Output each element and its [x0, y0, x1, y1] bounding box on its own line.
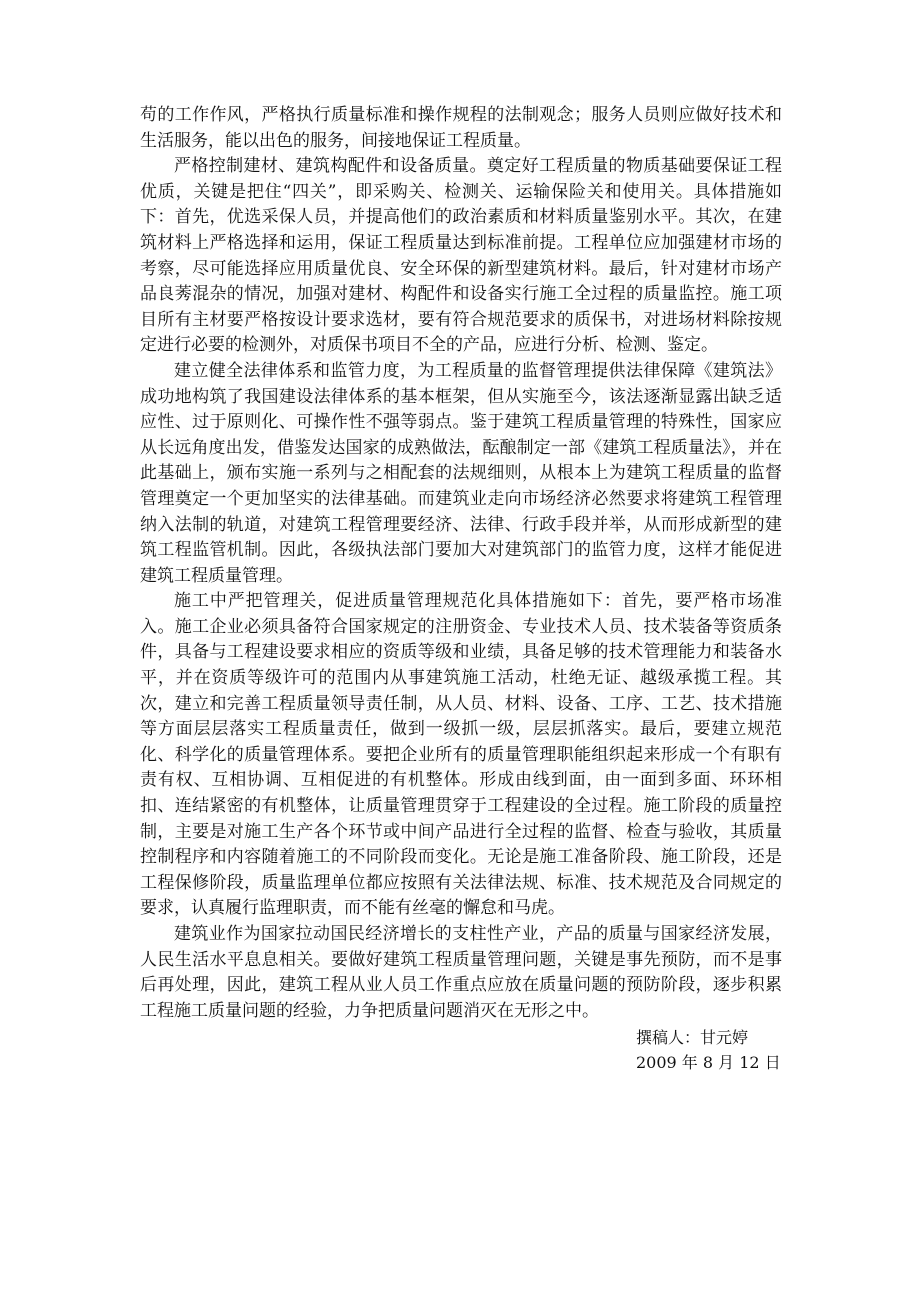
paragraph-material-control: 严格控制建材、建筑构配件和设备质量。奠定好工程质量的物质基础要保证工程优质，关键是把住“四关”，即采购关、检测关、运输保险关和使用关。具体措施如下：首先，优选采保人员，并提高他们的政治素质和材料质量鉴别水平。其次，在建筑材料上严格选择和运用，保证工程质量达到标准前提。工程单位应加强建材市场的考察，尽可能选择应用质量优良、安全环保的新型建筑材料。最后，针对建材市场产品良莠混杂的情况，加强对建材、构配件和设备实行施工全过程的质量监控。施工项目所有主材要严格按设计要求选材，要有符合规范要求的质保书，对进场材料除按规定进行必要的检测外，对质保书项目不全的产品，应进行分析、检测、鉴定。 [140, 156, 782, 356]
signature-block [636, 1025, 781, 1075]
document-body [140, 103, 782, 1024]
date-line: 2009 年 8 月 12 日 [636, 1053, 781, 1072]
paragraph-continuation: 苟的工作作风，严格执行质量标准和操作规程的法制观念；服务人员则应做好技术和生活服务，能以出色的服务，间接地保证工程质量。 [140, 105, 782, 151]
paragraph-conclusion: 建筑业作为国家拉动国民经济增长的支柱性产业，产品的质量与国家经济发展，人民生活水平息息相关。要做好建筑工程质量管理问题，关键是事先预防，而不是事后再处理，因此，建筑工程从业人员工作重点应放在质量问题的预防阶段，逐步积累工程施工质量问题的经验，力争把质量问题消灭在无形之中。 [140, 924, 782, 1021]
paragraph-legal-system: 建立健全法律体系和监管力度，为工程质量的监督管理提供法律保障《建筑法》成功地构筑了我国建设法律体系的基本框架，但从实施至今，该法逐渐显露出缺乏适应性、过于原则化、可操作性不强等弱点。鉴于建筑工程质量管理的特殊性，国家应从长远角度出发，借鉴发达国家的成熟做法，酝酿制定一部《建筑工程质量法》，并在此基础上，颁布实施一系列与之相配套的法规细则，从根本上为建筑工程质量的监督管理奠定一个更加坚实的法律基础。而建筑业走向市场经济必然要求将建筑工程管理纳入法制的轨道，对建筑工程管理要经济、法律、行政手段并举，从而形成新型的建筑工程监管机制。因此，各级执法部门要加大对建筑部门的监管力度，这样才能促进建筑工程质量管理。 [140, 360, 782, 586]
paragraph-construction-management: 施工中严把管理关，促进质量管理规范化具体措施如下：首先，要严格市场准入。施工企业必须具备符合国家规定的注册资金、专业技术人员、技术装备等资质条件，具备与工程建设要求相应的资质等级和业绩，具备足够的技术管理能力和装备水平，并在资质等级许可的范围内从事建筑施工活动，杜绝无证、越级承揽工程。其次，建立和完善工程质量领导责任制，从人员、材料、设备、工序、工艺、技术措施等方面层层落实工程质量责任，做到一级抓一级，层层抓落实。最后，要建立规范化、科学化的质量管理体系。要把企业所有的质量管理职能组织起来形成一个有职有责有权、互相协调、互相促进的有机整体。形成由线到面，由一面到多面、环环相扣、连结紧密的有机整体，让质量管理贯穿于工程建设的全过程。施工阶段的质量控制，主要是对施工生产各个环节或中间产品进行全过程的监督、检查与验收，其质量控制程序和内容随着施工的不同阶段而变化。无论是施工准备阶段、施工阶段，还是工程保修阶段，质量监理单位都应按照有关法律法规、标准、技术规范及合同规定的要求，认真履行监理职责，而不能有丝毫的懈怠和马虎。 [140, 591, 782, 919]
author-line: 撰稿人：甘元婷 [636, 1028, 749, 1047]
